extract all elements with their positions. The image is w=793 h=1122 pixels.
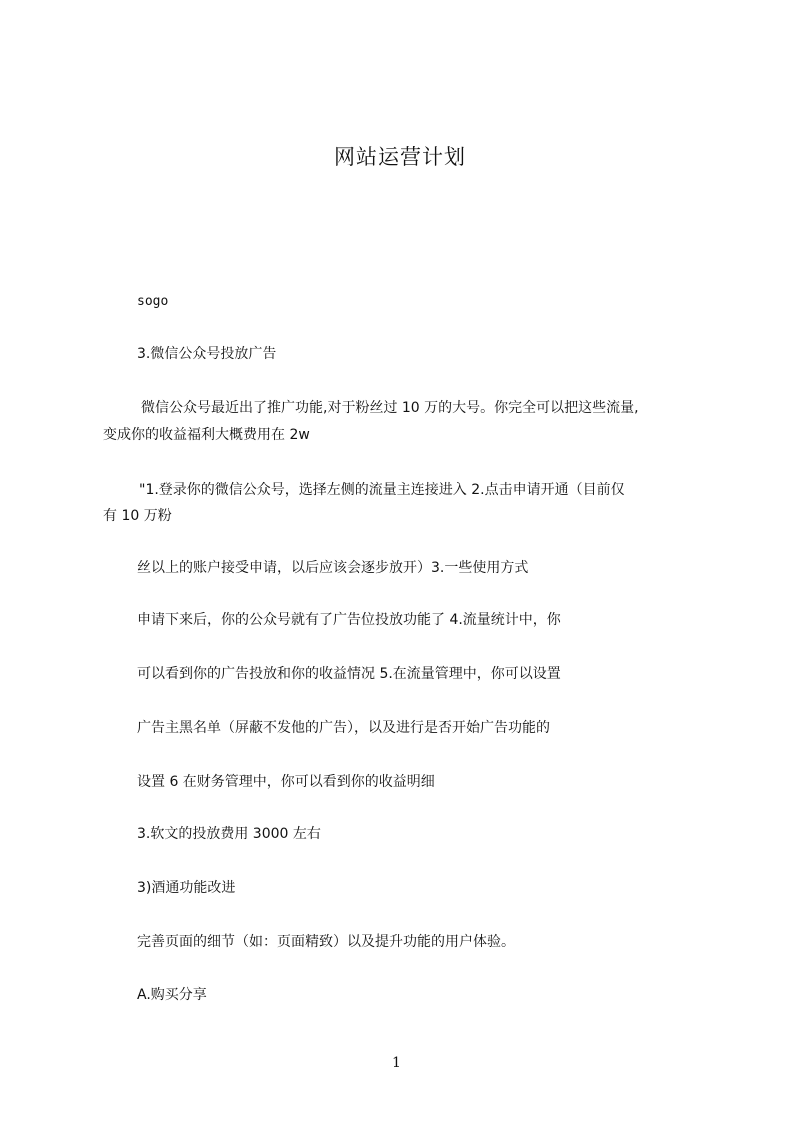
paragraph-line: 丝以上的账户接受申请，以后应该会逐步放开）3.一些使用方式 [137, 560, 529, 576]
paragraph-line: 有 10 万粉 [103, 508, 172, 524]
paragraph-line: 广告主黑名单（屏蔽不发他的广告），以及进行是否开始广告功能的 [137, 720, 550, 736]
section-heading-feature-improvement: 3)酒通功能改进 [137, 880, 236, 896]
paragraph-line: 可以看到你的广告投放和你的收益情况 5.在流量管理中，你可以设置 [137, 666, 561, 682]
paragraph-line: 3.软文的投放费用 3000 左右 [137, 826, 321, 842]
paragraph-line: 申请下来后，你的公众号就有了广告位投放功能了 4.流量统计中，你 [137, 612, 561, 628]
document-title: 网站运营计划 [334, 145, 466, 169]
page-number: 1 [392, 1055, 401, 1071]
paragraph-line: 完善页面的细节（如：页面精致）以及提升功能的用户体验。 [137, 934, 515, 950]
section-heading-wechat-ads: 3.微信公众号投放广告 [137, 346, 277, 362]
paragraph-sogo: sogo [137, 294, 169, 309]
paragraph-line: 设置 6 在财务管理中，你可以看到你的收益明细 [137, 774, 435, 790]
paragraph-line: "1.登录你的微信公众号，选择左侧的流量主连接进入 2.点击申请开通（目前仅 [139, 482, 625, 498]
paragraph-line: 微信公众号最近出了推广功能,对于粉丝过 10 万的大号。你完全可以把这些流量, [141, 400, 639, 416]
sub-heading-purchase-share: A.购买分享 [137, 987, 207, 1003]
paragraph-line: 变成你的收益福利大概费用在 2w [103, 427, 310, 443]
